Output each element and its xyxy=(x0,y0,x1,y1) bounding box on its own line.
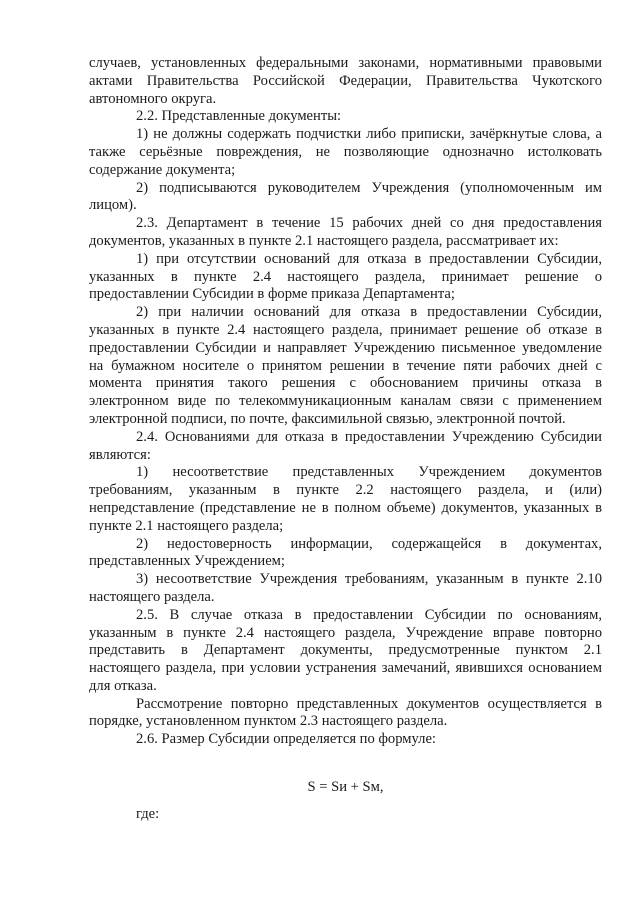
paragraph-2-5-resubmission: Рассмотрение повторно представленных документов осуществляется в порядке, установленном пунктом 2.3 настоящего раздела. xyxy=(89,695,602,730)
paragraph-2-4-item-1: 1) несоответствие представленных Учреждением документов требованиям, указанным в пункте 2.2 настоящего раздела, и (или) непредставление (представление не в полном объеме) документов, указанных в пункте 2.1 настоящего раздела; xyxy=(89,464,602,534)
paragraph-2-6-heading: 2.6. Размер Субсидии определяется по формуле: xyxy=(136,731,436,748)
paragraph-2-2-heading: 2.2. Представленные документы: xyxy=(136,108,342,125)
paragraph-2-2-item-2: 2) подписываются руководителем Учреждения (уполномоченным им лицом). xyxy=(89,179,602,214)
paragraph-2-4-item-3: 3) несоответствие Учреждения требованиям, указанным в пункте 2.10 настоящего раздела. xyxy=(89,571,602,605)
paragraph-2-3-item-2: 2) при наличии оснований для отказа в предоставлении Субсидии, указанных в пункте 2.4 настоящего раздела, принимает решение об отказе в предоставлении Субсидии и направляет Учреждению письменное уведомление на бумажном носителе о принятом решении в течение пяти рабочих дней с момента принятия такого решения с обоснованием причины отказа в электронном виде по телекоммуникационным каналам связи с применением электронной подписи, по почте, факсимильной связью, электронной почтой. xyxy=(89,304,602,427)
paragraph-2-4-heading: 2.4. Основаниями для отказа в предоставлении Учреждению Субсидии являются: xyxy=(89,428,602,463)
paragraph-2-5: 2.5. В случае отказа в предоставлении Субсидии по основаниям, указанным в пункте 2.4 настоящего раздела, Учреждение вправе повторно представить в Департамент документы, предусмотренные пунктом 2.1 настоящего раздела, при условии устранения замечаний, явившихся основанием для отказа. xyxy=(89,606,602,694)
paragraph-2-4-item-2: 2) недостоверность информации, содержащейся в документах, представленных Учреждением; xyxy=(89,535,602,570)
paragraph-continuation: случаев, установленных федеральными законами, нормативными правовыми актами Правительства Российской Федерации, Правительства Чукотского автономного округа. xyxy=(89,55,602,107)
paragraph-2-3-heading: 2.3. Департамент в течение 15 рабочих дней со дня предоставления документов, указанных в пункте 2.1 настоящего раздела, рассматривает их: xyxy=(89,215,602,249)
subsidy-formula: S = Sи + Sм, xyxy=(307,779,384,796)
document-page xyxy=(89,55,602,824)
paragraph-2-2-item-1: 1) не должны содержать подчистки либо приписки, зачёркнутые слова, а также серьёзные повреждения, не позволяющие однозначно истолковать содержание документа; xyxy=(89,126,602,178)
where-label: где: xyxy=(136,805,160,822)
paragraph-2-3-item-1: 1) при отсутствии оснований для отказа в предоставлении Субсидии, указанных в пункте 2.4 настоящего раздела, принимает решение о предоставлении Субсидии в форме приказа Департамента; xyxy=(89,250,602,303)
